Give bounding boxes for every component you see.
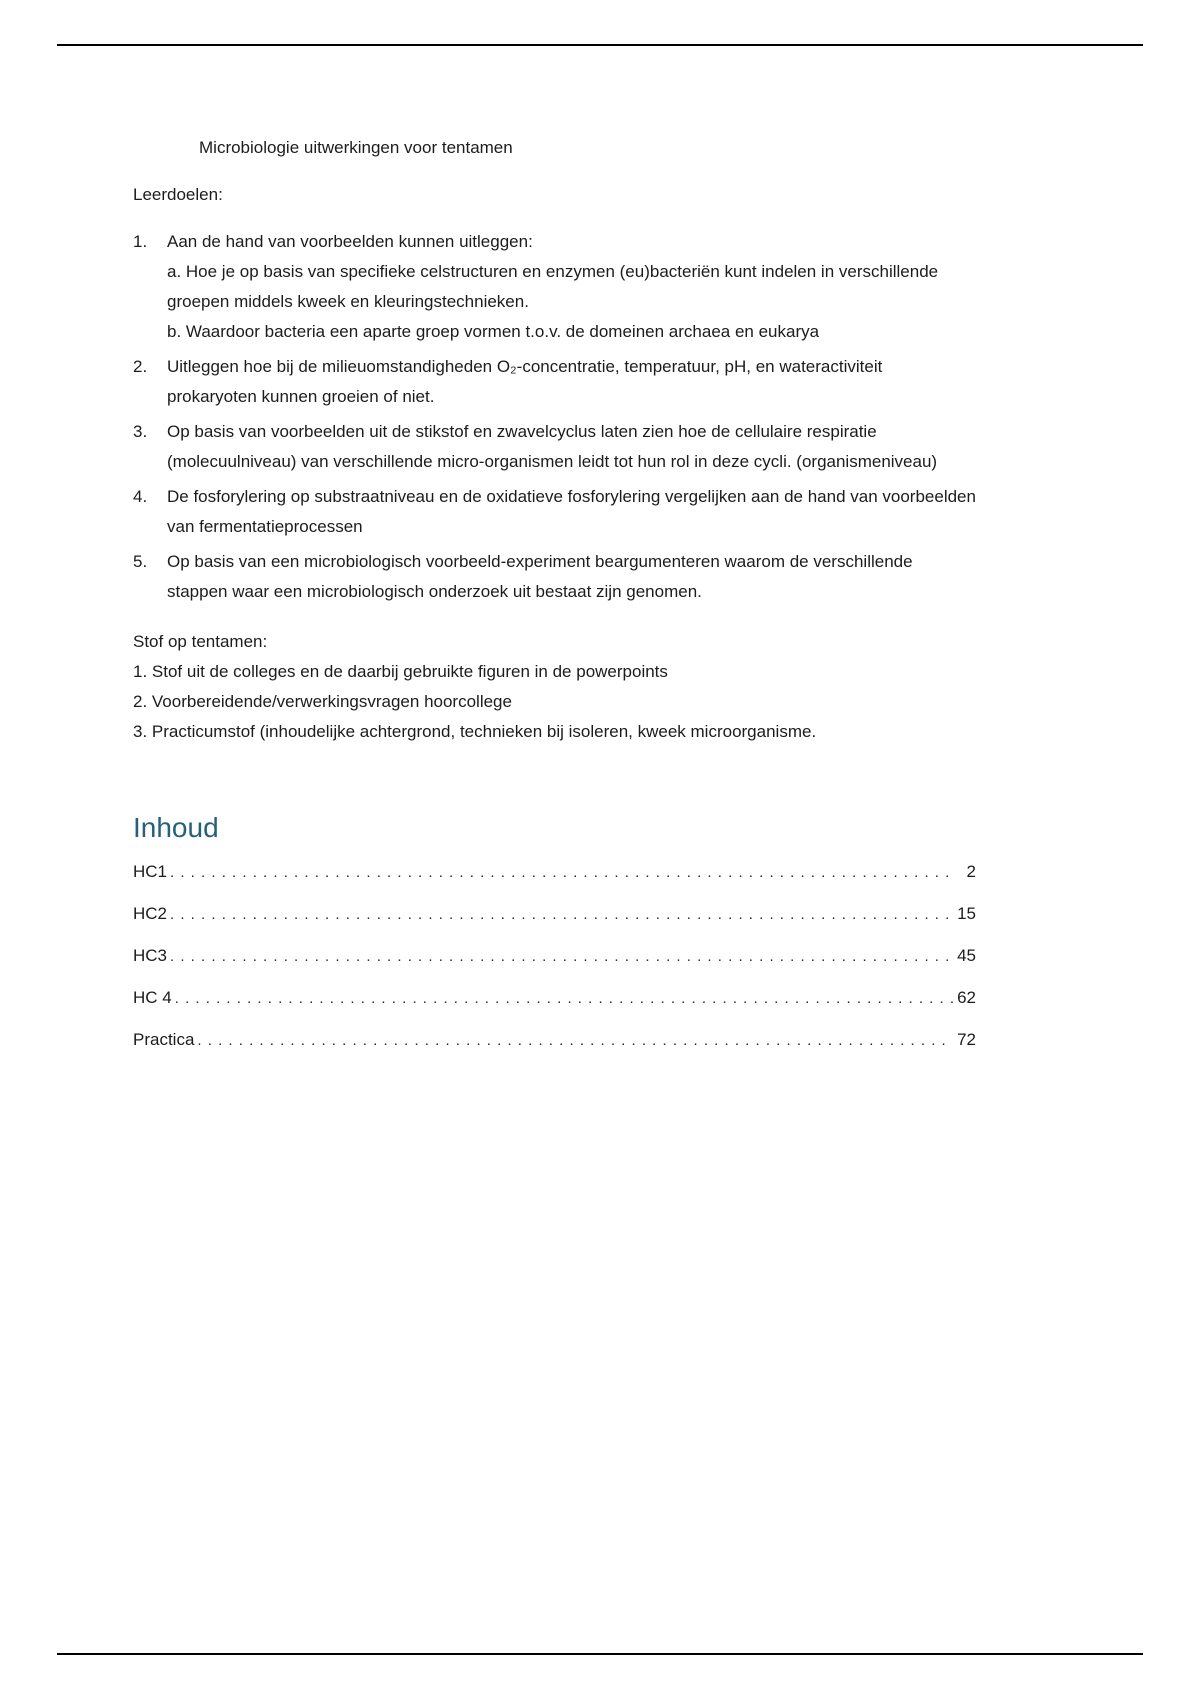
toc-heading: Inhoud <box>133 812 219 843</box>
toc-entry-hc3[interactable] <box>133 941 976 972</box>
list-item-number: 1. <box>133 232 148 251</box>
toc-entry-hc1[interactable] <box>133 857 976 888</box>
stof-item: 1. Stof uit de colleges en de daarbij gebruikte figuren in de powerpoints <box>133 662 668 681</box>
stof-heading: Stof op tentamen: <box>133 632 268 651</box>
list-item <box>133 227 976 347</box>
table-of-contents <box>133 811 976 1056</box>
document-title: Microbiologie uitwerkingen voor tentamen <box>199 138 513 157</box>
toc-entry-label: HC3 <box>133 946 168 965</box>
stof-item: 2. Voorbereidende/verwerkingsvragen hoorcollege <box>133 692 512 711</box>
toc-entry-page: 2 <box>966 862 976 881</box>
leerdoelen-list <box>133 227 976 607</box>
toc-dot-leader <box>170 858 953 888</box>
toc-dot-leader <box>170 900 953 930</box>
toc-entry-practica[interactable] <box>133 1025 976 1056</box>
list-item <box>133 482 976 542</box>
list-item <box>133 352 976 412</box>
stof-section <box>133 627 976 747</box>
toc-dot-leader <box>170 942 953 972</box>
toc-entry-label: Practica <box>133 1030 195 1049</box>
toc-dot-leader <box>197 1026 953 1056</box>
toc-entry-page: 72 <box>957 1030 976 1049</box>
list-item-number: 5. <box>133 552 148 571</box>
toc-entry-label: HC 4 <box>133 988 172 1007</box>
toc-entry-page: 45 <box>957 946 976 965</box>
list-item-text: De fosforylering op substraatniveau en de oxidatieve fosforylering vergelijken aan de hand van voorbeelden van fermentatieprocessen <box>167 487 976 536</box>
list-item-text: Uitleggen hoe bij de milieuomstandigheden O₂-concentratie, temperatuur, pH, en wateractiviteit prokaryoten kunnen groeien of niet. <box>167 357 883 406</box>
list-item-text: Op basis van een microbiologisch voorbeeld-experiment beargumenteren waarom de verschillende stappen waar een microbiologisch onderzoek uit bestaat zijn genomen. <box>167 552 913 601</box>
list-subitem-a: a. Hoe je op basis van specifieke celstructuren en enzymen (eu)bacteriën kunt indelen in verschillende groepen middels kweek en kleuringstechnieken. <box>167 262 939 311</box>
document-content <box>133 133 976 1067</box>
toc-entry-label: HC1 <box>133 862 168 881</box>
list-subitem-b: b. Waardoor bacteria een aparte groep vormen t.o.v. de domeinen archaea en eukarya <box>167 322 820 341</box>
toc-dot-leader <box>175 984 953 1014</box>
list-item-text: Aan de hand van voorbeelden kunnen uitleggen: <box>167 232 533 251</box>
list-item-number: 4. <box>133 487 148 506</box>
stof-item: 3. Practicumstof (inhoudelijke achtergrond, technieken bij isoleren, kweek microorganisme. <box>133 722 817 741</box>
toc-entry-page: 62 <box>957 988 976 1007</box>
list-item-number: 2. <box>133 357 148 376</box>
header-rule <box>57 44 1143 46</box>
list-item <box>133 547 976 607</box>
toc-entry-page: 15 <box>957 904 976 923</box>
list-item-number: 3. <box>133 422 148 441</box>
footer-rule <box>57 1653 1143 1655</box>
toc-entry-hc2[interactable] <box>133 899 976 930</box>
toc-entry-label: HC2 <box>133 904 168 923</box>
toc-entry-hc4[interactable] <box>133 983 976 1014</box>
leerdoelen-heading: Leerdoelen: <box>133 185 223 204</box>
list-item <box>133 417 976 477</box>
list-item-text: Op basis van voorbeelden uit de stikstof en zwavelcyclus laten zien hoe de cellulaire respiratie (molecuulniveau) van verschillende micro-organismen leidt tot hun rol in deze cycli. (organismeniveau) <box>167 422 938 471</box>
